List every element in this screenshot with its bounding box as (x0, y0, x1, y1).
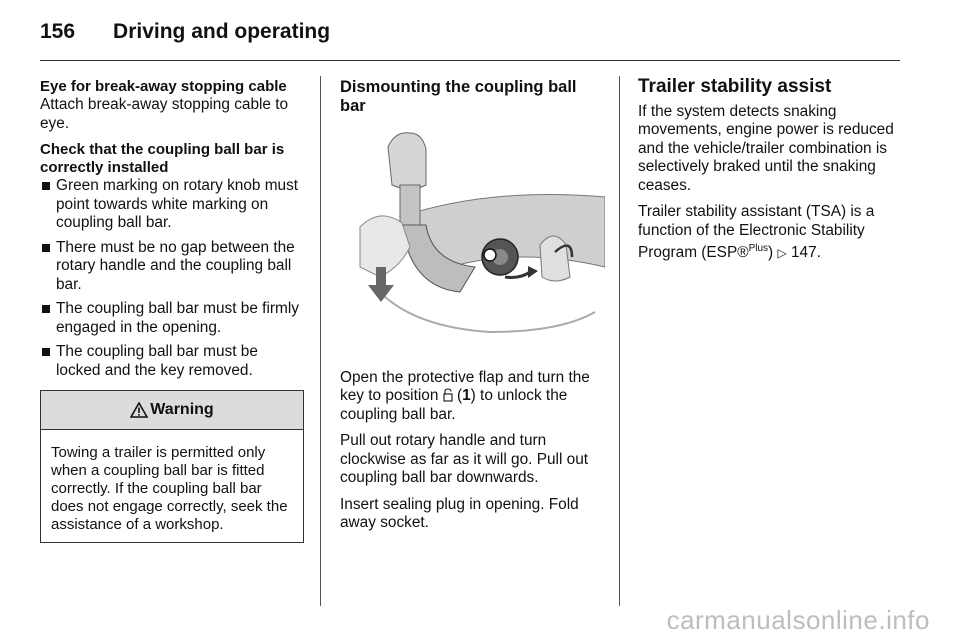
tsa-p2-sup: Plus (748, 243, 769, 254)
coupling-ball-illustration (340, 127, 605, 347)
tsa-paragraph-2 (638, 203, 903, 263)
warning-title: Warning (150, 400, 214, 418)
dismount-p1-a: Open the protective flap and turn the key to position (340, 368, 590, 404)
eye-paragraph: Attach break-away stopping cable to eye. (40, 96, 289, 132)
tsa-paragraph-1: If the system detects snaking movements, engine power is reduced and the vehicle/trailer combination is selectively braked until the snaking ceases. (638, 102, 894, 194)
column-divider-1 (320, 76, 321, 606)
bullet-icon (42, 182, 50, 190)
check-heading-line2: correctly installed (40, 159, 169, 176)
unlock-symbol-icon (443, 388, 453, 402)
bullet-icon (42, 348, 50, 356)
bullet-icon (42, 305, 50, 313)
list-item-text: There must be no gap between the rotary handle and the coupling ball bar. (56, 238, 295, 293)
dismount-p1-num: 1 (462, 387, 471, 404)
warning-text: Towing a trailer is permitted only when a coupling ball bar is fitted correctly. If the coupling ball bar does not engage correctly, seek the assistance of a workshop. (51, 444, 288, 533)
dismount-p1-c: ) to unlock the coupling ball bar. (340, 387, 568, 423)
column-1 (40, 78, 302, 543)
dismount-paragraph-1 (340, 369, 605, 425)
check-heading (40, 141, 302, 177)
column-2 (340, 78, 605, 541)
dismount-p1-b: ( (456, 387, 463, 404)
list-item-text: Green marking on rotary knob must point towards white marking on coupling ball bar. (56, 177, 299, 231)
column-3 (638, 78, 903, 271)
list-item (40, 343, 302, 380)
list-item (40, 239, 302, 295)
bullet-icon (42, 244, 50, 252)
page-title: Driving and operating (113, 20, 331, 43)
tsa-p2-b: ) (768, 244, 774, 262)
header-rule (40, 60, 900, 61)
column-divider-2 (619, 76, 620, 606)
page-number: 156 (40, 20, 76, 43)
dismount-paragraph-2: Pull out rotary handle and turn clockwise as far as it will go. Pull out coupling ball bar downwards. (340, 432, 589, 486)
list-item (40, 300, 302, 337)
dismount-heading: Dismounting the coupling ball bar (340, 78, 577, 115)
warning-header (41, 391, 303, 430)
warning-triangle-icon (130, 402, 148, 418)
page-header (40, 20, 330, 50)
dismount-paragraph-3: Insert sealing plug in opening. Fold away socket. (340, 495, 579, 531)
check-heading-line1: Check that the coupling ball bar is (40, 141, 285, 158)
list-item (40, 177, 302, 233)
warning-box (40, 390, 304, 543)
watermark: carmanualsonline.info (666, 605, 930, 635)
eye-heading: Eye for break-away stopping cable (40, 78, 287, 95)
list-item-text: The coupling ball bar must be locked and the key removed. (56, 343, 258, 379)
tsa-p2-a: Trailer stability assistant (TSA) is a function of the Electronic Stability Program (ESP® (638, 203, 875, 262)
tsa-p2-ref: 147. (790, 244, 821, 262)
tsa-heading: Trailer stability assist (638, 76, 832, 97)
page-reference-icon: ▷ (777, 246, 787, 261)
check-list (40, 177, 302, 380)
list-item-text: The coupling ball bar must be firmly engaged in the opening. (56, 300, 299, 336)
